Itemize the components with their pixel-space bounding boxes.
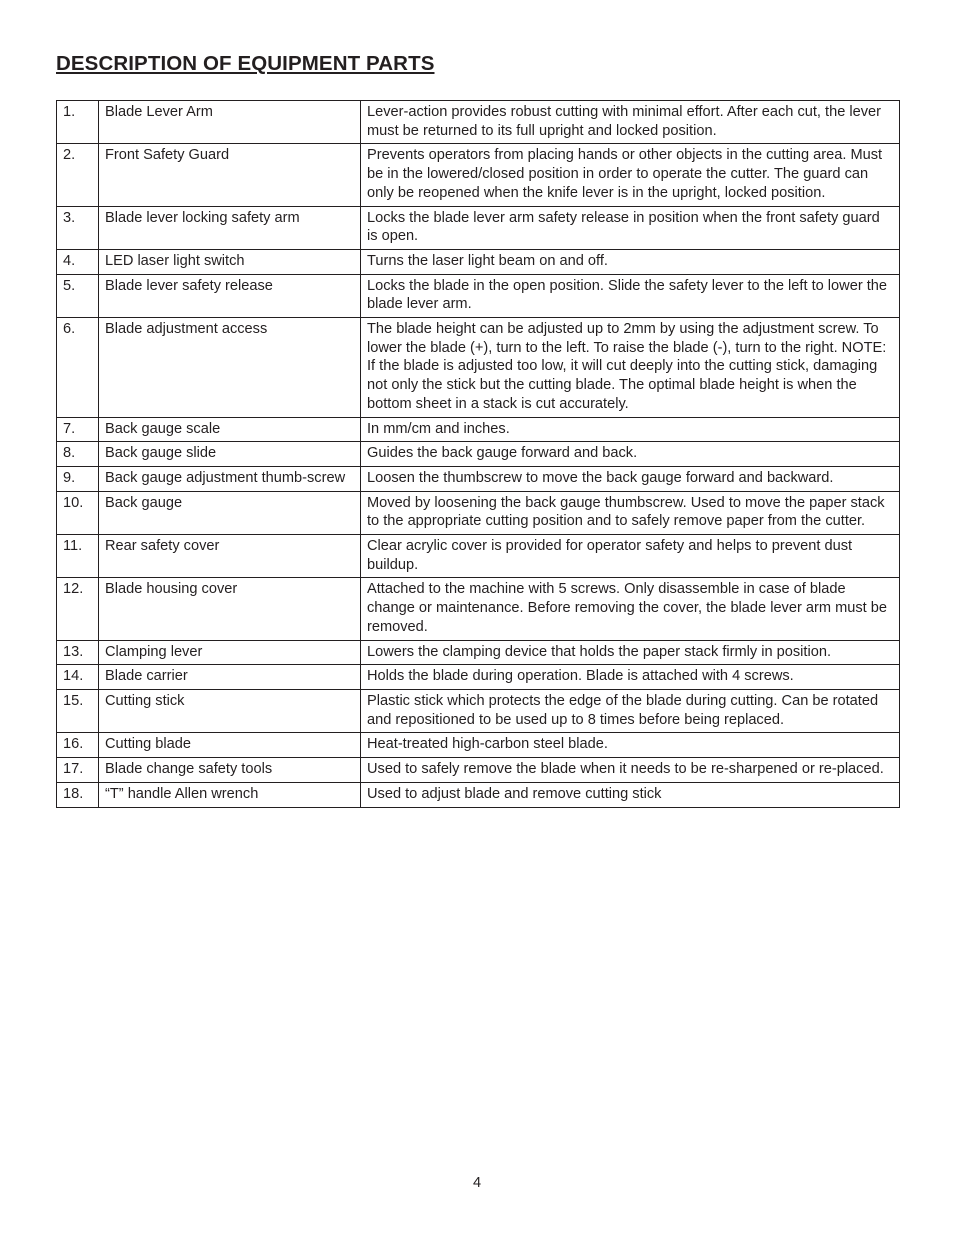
table-row [57, 640, 900, 665]
part-number: 14. [57, 665, 99, 690]
part-description: Plastic stick which protects the edge of the blade during cutting. Can be rotated and repositioned to be used up to 8 times before being replaced. [361, 689, 900, 732]
part-name: Clamping lever [99, 640, 361, 665]
part-description: Used to adjust blade and remove cutting stick [361, 782, 900, 807]
parts-table-body [57, 101, 900, 808]
table-row [57, 417, 900, 442]
part-description: Heat-treated high-carbon steel blade. [361, 733, 900, 758]
table-row [57, 535, 900, 578]
part-description: Turns the laser light beam on and off. [361, 249, 900, 274]
part-name: Rear safety cover [99, 535, 361, 578]
table-row [57, 665, 900, 690]
part-name: Blade carrier [99, 665, 361, 690]
table-row [57, 144, 900, 206]
table-row [57, 101, 900, 144]
part-description: In mm/cm and inches. [361, 417, 900, 442]
table-row [57, 758, 900, 783]
part-number: 3. [57, 206, 99, 249]
part-description: Locks the blade in the open position. Slide the safety lever to the left to lower the blade lever arm. [361, 274, 900, 317]
part-number: 2. [57, 144, 99, 206]
part-number: 18. [57, 782, 99, 807]
part-number: 8. [57, 442, 99, 467]
part-description: Attached to the machine with 5 screws. Only disassemble in case of blade change or maintenance. Before removing the cover, the blade lever arm must be removed. [361, 578, 900, 640]
part-description: Loosen the thumbscrew to move the back gauge forward and backward. [361, 466, 900, 491]
part-name: Blade housing cover [99, 578, 361, 640]
table-row [57, 206, 900, 249]
table-row [57, 274, 900, 317]
part-name: LED laser light switch [99, 249, 361, 274]
part-description: Moved by loosening the back gauge thumbscrew. Used to move the paper stack to the appropriate cutting position and to safely remove paper from the cutter. [361, 491, 900, 534]
part-description: The blade height can be adjusted up to 2mm by using the adjustment screw. To lower the blade (+), turn to the left. To raise the blade (-), turn to the right. NOTE: If the blade is adjusted too low, it will cut deeply into the cutting stick, damaging not only the stick but the cutting blade. The optimal blade height is when the bottom sheet in a stack is cut accurately. [361, 318, 900, 418]
part-number: 7. [57, 417, 99, 442]
part-name: Blade change safety tools [99, 758, 361, 783]
part-name: Back gauge scale [99, 417, 361, 442]
part-name: Front Safety Guard [99, 144, 361, 206]
part-name: Blade lever locking safety arm [99, 206, 361, 249]
part-name: Cutting blade [99, 733, 361, 758]
part-name: Back gauge slide [99, 442, 361, 467]
part-name: Blade lever safety release [99, 274, 361, 317]
part-number: 6. [57, 318, 99, 418]
part-number: 15. [57, 689, 99, 732]
page-number: 4 [472, 1175, 482, 1191]
part-name: Blade adjustment access [99, 318, 361, 418]
part-number: 17. [57, 758, 99, 783]
part-number: 9. [57, 466, 99, 491]
part-name: Cutting stick [99, 689, 361, 732]
part-name: “T” handle Allen wrench [99, 782, 361, 807]
part-number: 4. [57, 249, 99, 274]
part-name: Blade Lever Arm [99, 101, 361, 144]
table-row [57, 578, 900, 640]
page-title: DESCRIPTION OF EQUIPMENT PARTS [56, 52, 435, 75]
part-number: 12. [57, 578, 99, 640]
part-number: 1. [57, 101, 99, 144]
part-description: Locks the blade lever arm safety release in position when the front safety guard is open. [361, 206, 900, 249]
part-number: 16. [57, 733, 99, 758]
table-row [57, 782, 900, 807]
part-number: 10. [57, 491, 99, 534]
part-description: Prevents operators from placing hands or other objects in the cutting area. Must be in the lowered/closed position in order to operate the cutter. The guard can only be reopened when the knife lever is in the upright, locked position. [361, 144, 900, 206]
part-description: Guides the back gauge forward and back. [361, 442, 900, 467]
parts-table [56, 100, 900, 808]
table-row [57, 689, 900, 732]
part-name: Back gauge adjustment thumb-screw [99, 466, 361, 491]
part-description: Clear acrylic cover is provided for operator safety and helps to prevent dust buildup. [361, 535, 900, 578]
part-number: 5. [57, 274, 99, 317]
part-number: 11. [57, 535, 99, 578]
table-row [57, 733, 900, 758]
part-number: 13. [57, 640, 99, 665]
part-description: Holds the blade during operation. Blade is attached with 4 screws. [361, 665, 900, 690]
table-row [57, 249, 900, 274]
table-row [57, 466, 900, 491]
table-row [57, 491, 900, 534]
part-name: Back gauge [99, 491, 361, 534]
part-description: Used to safely remove the blade when it needs to be re-sharpened or re-placed. [361, 758, 900, 783]
part-description: Lowers the clamping device that holds the paper stack firmly in position. [361, 640, 900, 665]
part-description: Lever-action provides robust cutting with minimal effort. After each cut, the lever must be returned to its full upright and locked position. [361, 101, 900, 144]
table-row [57, 318, 900, 418]
table-row [57, 442, 900, 467]
